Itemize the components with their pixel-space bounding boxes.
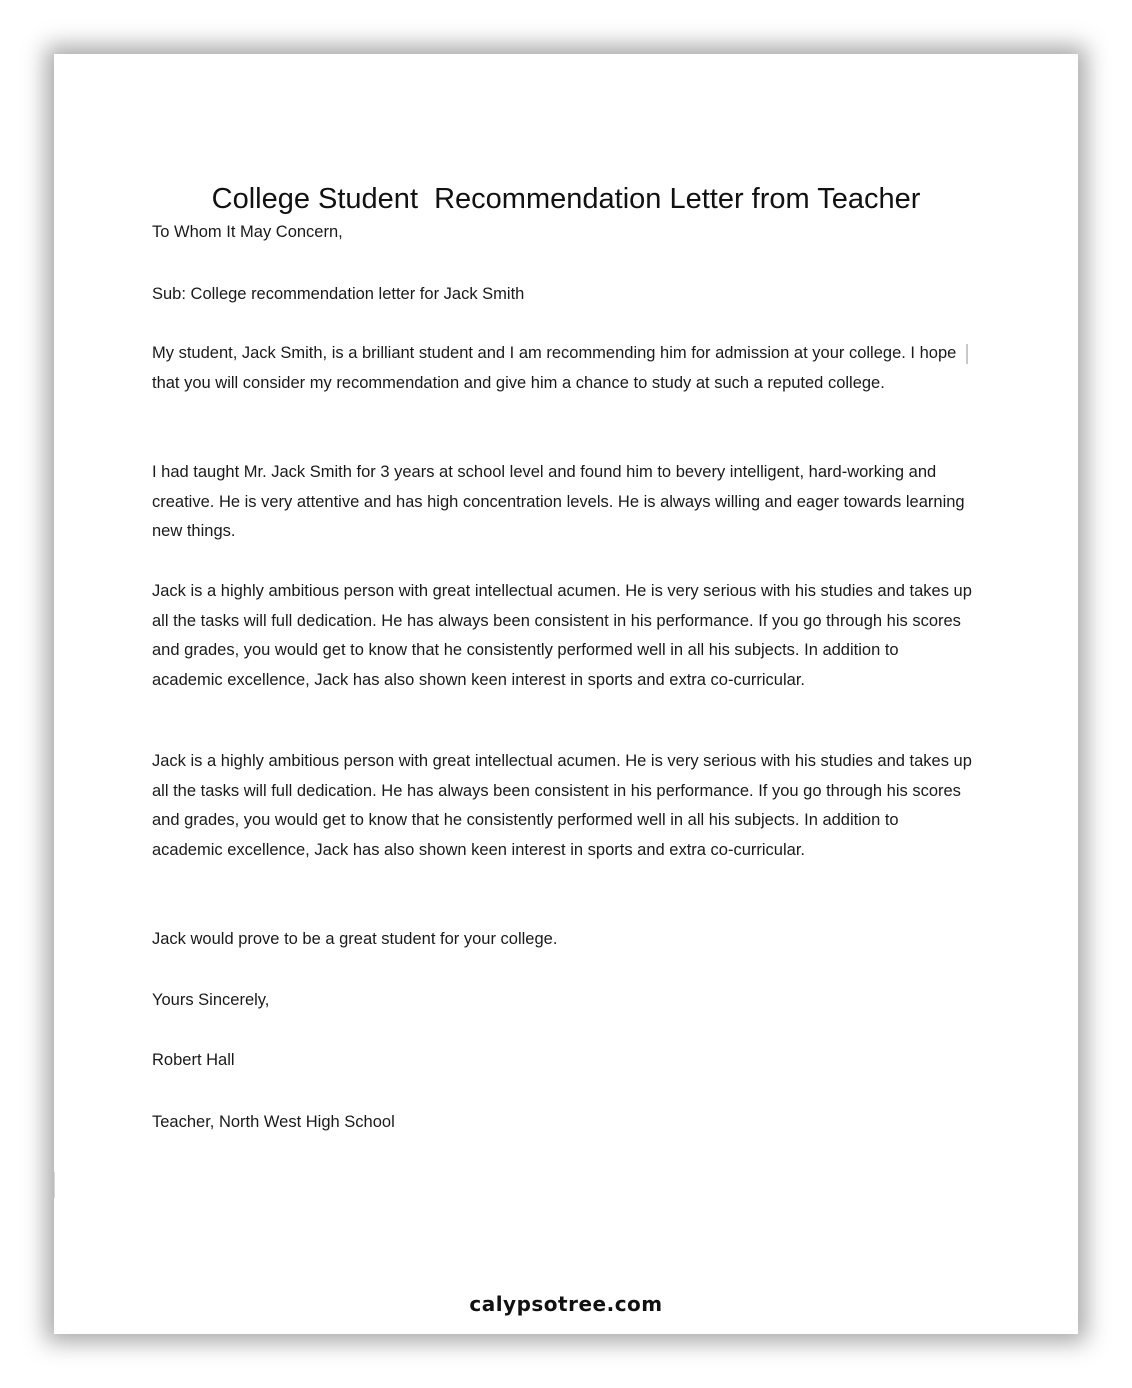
signer-title: Teacher, North West High School — [152, 1113, 395, 1131]
subject-line: Sub: College recommendation letter for Jack Smith — [152, 285, 525, 303]
salutation: To Whom It May Concern, — [152, 223, 343, 241]
paragraph-introduction: My student, Jack Smith, is a brilliant student and I am recommending him for admission at your college. I hope that you will consider my recommendation and give him a chance to study at such a reputed college. — [152, 344, 957, 392]
paragraph-background: I had taught Mr. Jack Smith for 3 years at school level and found him to bevery intelligent, hard-working and creative. He is very attentive and has high concentration levels. He is always willing and eager towards learning new things. — [152, 463, 965, 541]
paragraph-character: Jack is a highly ambitious person with great intellectual acumen. He is very serious with his studies and takes up all the tasks will full dedication. He has always been consistent in his performance. If you go through his scores and grades, you would get to know that he consistently performed well in all his subjects. In addition to academic excellence, Jack has also shown keen interest in sports and extra co-curricular. — [152, 582, 972, 689]
watermark-text: calypsotree.com — [469, 1292, 663, 1316]
closing: Yours Sincerely, — [152, 991, 270, 1009]
margin-marker — [54, 1172, 55, 1198]
text-cursor-mark — [966, 344, 968, 364]
paragraph-character-repeat: Jack is a highly ambitious person with great intellectual acumen. He is very serious with his studies and takes up all the tasks will full dedication. He has always been consistent in his performance. If you go through his scores and grades, you would get to know that he consistently performed well in all his subjects. In addition to academic excellence, Jack has also shown keen interest in sports and extra co-curricular. — [152, 752, 972, 859]
paragraph-conclusion: Jack would prove to be a great student for your college. — [152, 930, 558, 948]
letter-title: College Student Recommendation Letter from Teacher — [211, 183, 921, 215]
letter-page — [54, 54, 1078, 1334]
signer-name: Robert Hall — [152, 1051, 235, 1069]
